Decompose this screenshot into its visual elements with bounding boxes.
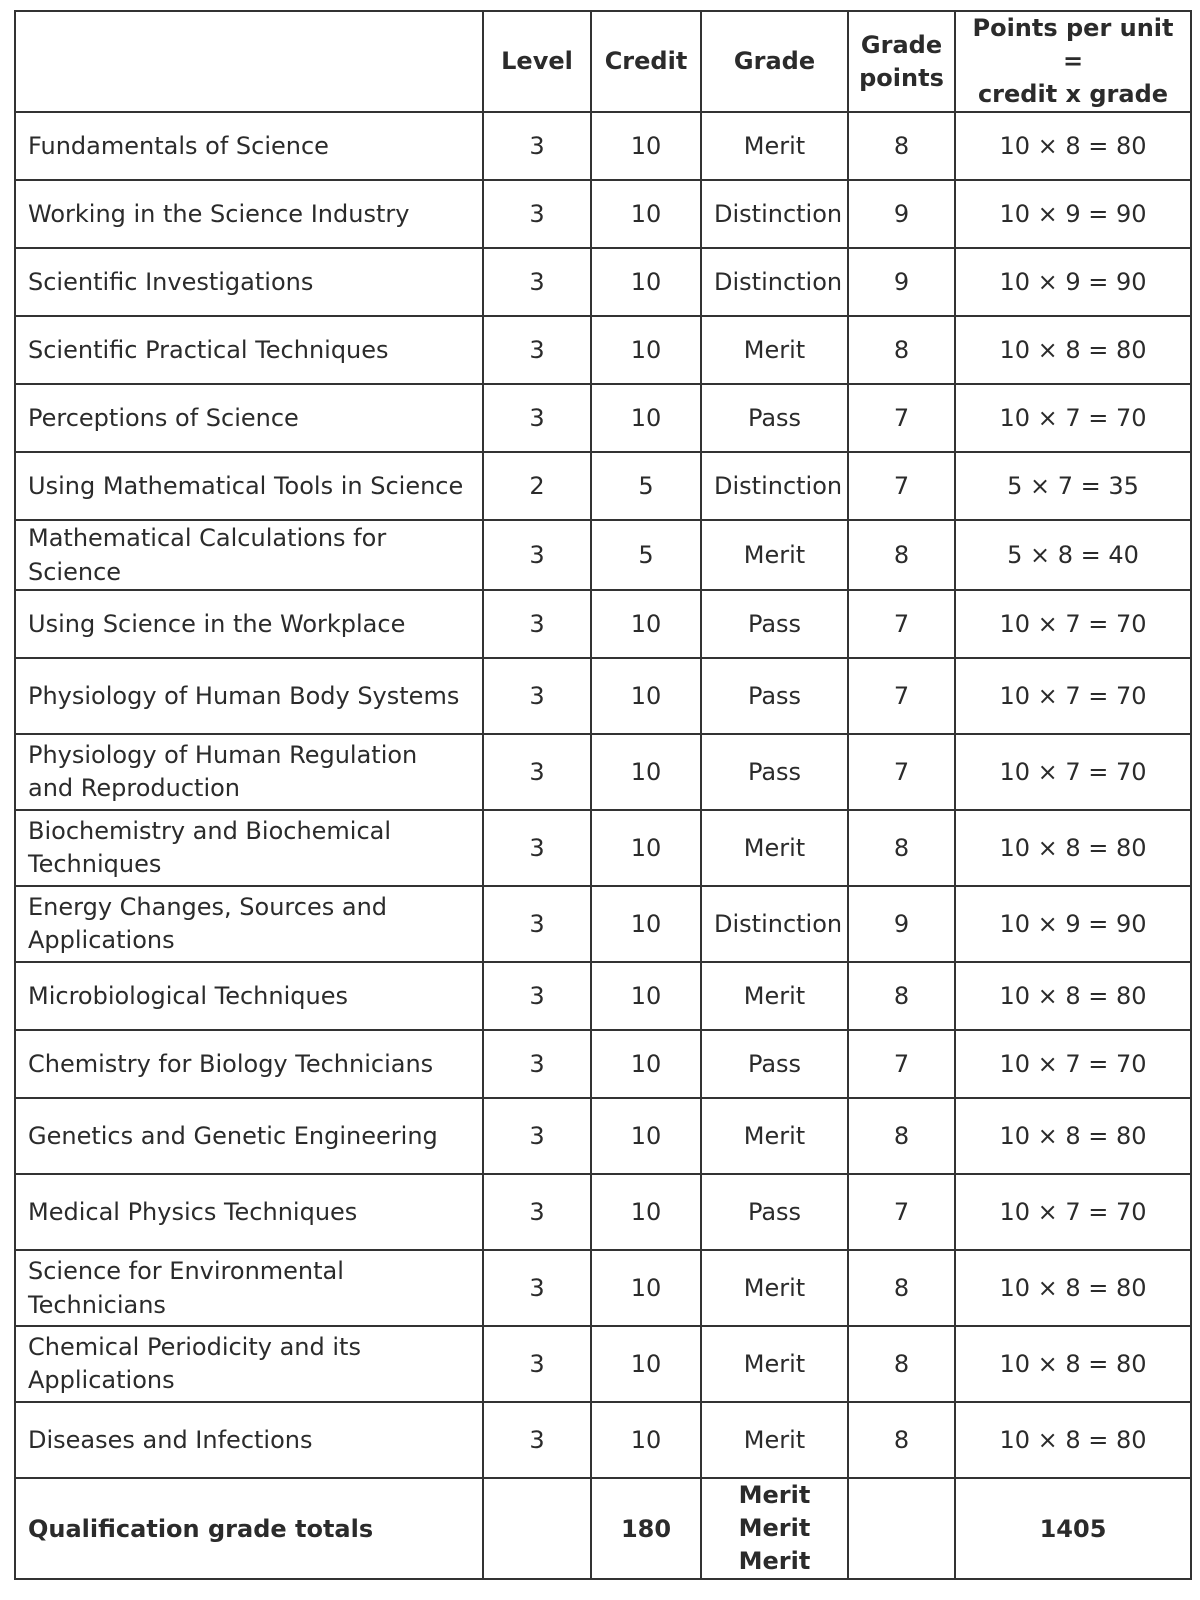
header-unit	[15, 11, 483, 112]
unit-level: 3	[483, 384, 591, 452]
unit-credit: 10	[591, 1030, 701, 1098]
unit-name: Scientific Practical Techniques	[15, 316, 483, 384]
unit-name: Science for Environmental Technicians	[15, 1250, 483, 1326]
unit-points: 10 × 7 = 70	[955, 384, 1191, 452]
unit-grade-points: 8	[848, 1402, 955, 1478]
unit-name: Using Mathematical Tools in Science	[15, 452, 483, 520]
unit-name: Chemistry for Biology Technicians	[15, 1030, 483, 1098]
unit-name: Working in the Science Industry	[15, 180, 483, 248]
unit-level: 3	[483, 1098, 591, 1174]
unit-grade-points: 7	[848, 1174, 955, 1250]
header-grade-points	[848, 11, 955, 112]
unit-credit: 10	[591, 248, 701, 316]
unit-grade-points: 7	[848, 452, 955, 520]
unit-credit: 10	[591, 886, 701, 962]
unit-level: 3	[483, 1174, 591, 1250]
table-row	[15, 962, 1191, 1030]
grade-table	[14, 10, 1192, 1580]
unit-points: 10 × 8 = 80	[955, 1098, 1191, 1174]
unit-name: Genetics and Genetic Engineering	[15, 1098, 483, 1174]
unit-name: Fundamentals of Science	[15, 112, 483, 180]
header-grade: Grade	[701, 11, 848, 112]
unit-level: 3	[483, 248, 591, 316]
unit-points: 10 × 8 = 80	[955, 112, 1191, 180]
unit-level: 3	[483, 1030, 591, 1098]
unit-credit: 10	[591, 590, 701, 658]
unit-grade: Pass	[701, 658, 848, 734]
table-row	[15, 248, 1191, 316]
table-row	[15, 658, 1191, 734]
totals-label: Qualification grade totals	[15, 1478, 483, 1579]
unit-points: 10 × 8 = 80	[955, 1250, 1191, 1326]
unit-credit: 10	[591, 810, 701, 886]
unit-grade-points: 7	[848, 384, 955, 452]
unit-level: 3	[483, 1250, 591, 1326]
unit-name: Mathematical Calculations for Science	[15, 520, 483, 590]
unit-grade-points: 7	[848, 1030, 955, 1098]
table-row	[15, 1326, 1191, 1402]
unit-credit: 10	[591, 962, 701, 1030]
unit-level: 3	[483, 112, 591, 180]
header-level: Level	[483, 11, 591, 112]
totals-grade-line: Merit	[738, 1547, 811, 1575]
unit-grade-points: 8	[848, 962, 955, 1030]
unit-credit: 10	[591, 112, 701, 180]
unit-name: Biochemistry and Biochemical Techniques	[15, 810, 483, 886]
header-grade-points-line2: points	[859, 63, 944, 92]
unit-grade-points: 8	[848, 1250, 955, 1326]
unit-grade-points: 7	[848, 734, 955, 810]
unit-grade-points: 9	[848, 886, 955, 962]
table-row	[15, 1098, 1191, 1174]
table-row	[15, 384, 1191, 452]
table-row	[15, 1174, 1191, 1250]
table-row	[15, 1250, 1191, 1326]
unit-grade: Merit	[701, 112, 848, 180]
unit-points: 5 × 7 = 35	[955, 452, 1191, 520]
unit-name: Physiology of Human Body Systems	[15, 658, 483, 734]
unit-grade: Distinction	[701, 886, 848, 962]
table-row	[15, 112, 1191, 180]
table-row	[15, 452, 1191, 520]
table-row	[15, 180, 1191, 248]
totals-grade	[701, 1478, 848, 1579]
table-row	[15, 810, 1191, 886]
unit-name: Scientific Investigations	[15, 248, 483, 316]
unit-level: 3	[483, 962, 591, 1030]
unit-grade: Merit	[701, 962, 848, 1030]
unit-grade-points: 8	[848, 1326, 955, 1402]
unit-name: Medical Physics Techniques	[15, 1174, 483, 1250]
table-row	[15, 1402, 1191, 1478]
unit-grade: Merit	[701, 1098, 848, 1174]
unit-credit: 10	[591, 1402, 701, 1478]
unit-name: Microbiological Techniques	[15, 962, 483, 1030]
unit-points: 10 × 7 = 70	[955, 658, 1191, 734]
unit-points: 10 × 8 = 80	[955, 1402, 1191, 1478]
unit-grade-points: 8	[848, 520, 955, 590]
unit-grade-points: 8	[848, 316, 955, 384]
unit-credit: 10	[591, 180, 701, 248]
unit-points: 10 × 9 = 90	[955, 886, 1191, 962]
header-points-line1: Points per unit =	[972, 14, 1174, 75]
unit-points: 10 × 8 = 80	[955, 316, 1191, 384]
header-row	[15, 11, 1191, 112]
unit-grade-points: 8	[848, 810, 955, 886]
unit-level: 3	[483, 1402, 591, 1478]
unit-credit: 5	[591, 520, 701, 590]
unit-points: 10 × 7 = 70	[955, 734, 1191, 810]
unit-credit: 5	[591, 452, 701, 520]
totals-points: 1405	[955, 1478, 1191, 1579]
unit-credit: 10	[591, 658, 701, 734]
unit-grade: Merit	[701, 810, 848, 886]
table-row	[15, 886, 1191, 962]
unit-points: 10 × 7 = 70	[955, 590, 1191, 658]
unit-grade-points: 8	[848, 112, 955, 180]
header-credit: Credit	[591, 11, 701, 112]
unit-level: 3	[483, 810, 591, 886]
unit-name: Using Science in the Workplace	[15, 590, 483, 658]
table-row	[15, 734, 1191, 810]
unit-name: Chemical Periodicity and its Applications	[15, 1326, 483, 1402]
unit-name: Physiology of Human Regulation and Reproduction	[15, 734, 483, 810]
unit-credit: 10	[591, 1326, 701, 1402]
totals-grade-line: Merit	[738, 1481, 811, 1509]
unit-points: 10 × 9 = 90	[955, 248, 1191, 316]
unit-grade-points: 8	[848, 1098, 955, 1174]
unit-points: 10 × 9 = 90	[955, 180, 1191, 248]
unit-grade: Pass	[701, 590, 848, 658]
unit-grade: Pass	[701, 1174, 848, 1250]
totals-credit: 180	[591, 1478, 701, 1579]
unit-grade: Distinction	[701, 180, 848, 248]
unit-grade-points: 7	[848, 658, 955, 734]
unit-level: 3	[483, 316, 591, 384]
header-points-line2: credit x grade	[977, 80, 1169, 108]
unit-grade: Merit	[701, 1250, 848, 1326]
totals-row	[15, 1478, 1191, 1579]
unit-points: 10 × 7 = 70	[955, 1174, 1191, 1250]
unit-level: 3	[483, 520, 591, 590]
totals-grade-line: Merit	[738, 1514, 811, 1542]
unit-points: 10 × 7 = 70	[955, 1030, 1191, 1098]
unit-level: 3	[483, 886, 591, 962]
unit-name: Perceptions of Science	[15, 384, 483, 452]
unit-level: 3	[483, 734, 591, 810]
unit-grade-points: 9	[848, 248, 955, 316]
unit-credit: 10	[591, 1098, 701, 1174]
unit-points: 10 × 8 = 80	[955, 1326, 1191, 1402]
table-row	[15, 520, 1191, 590]
unit-grade-points: 7	[848, 590, 955, 658]
unit-credit: 10	[591, 316, 701, 384]
unit-grade: Merit	[701, 1326, 848, 1402]
header-grade-points-line1: Grade	[860, 30, 943, 59]
unit-level: 3	[483, 180, 591, 248]
unit-points: 10 × 8 = 80	[955, 810, 1191, 886]
unit-level: 3	[483, 590, 591, 658]
totals-level	[483, 1478, 591, 1579]
unit-name: Energy Changes, Sources and Applications	[15, 886, 483, 962]
table-row	[15, 316, 1191, 384]
unit-grade: Distinction	[701, 248, 848, 316]
unit-grade: Merit	[701, 316, 848, 384]
totals-grade-points	[848, 1478, 955, 1579]
unit-grade: Merit	[701, 1402, 848, 1478]
unit-grade: Pass	[701, 384, 848, 452]
unit-points: 5 × 8 = 40	[955, 520, 1191, 590]
unit-grade: Pass	[701, 734, 848, 810]
unit-grade: Pass	[701, 1030, 848, 1098]
unit-points: 10 × 8 = 80	[955, 962, 1191, 1030]
unit-level: 3	[483, 658, 591, 734]
unit-grade: Merit	[701, 520, 848, 590]
table-row	[15, 1030, 1191, 1098]
unit-level: 3	[483, 1326, 591, 1402]
unit-name: Diseases and Infections	[15, 1402, 483, 1478]
table-row	[15, 590, 1191, 658]
unit-credit: 10	[591, 734, 701, 810]
unit-grade: Distinction	[701, 452, 848, 520]
unit-credit: 10	[591, 1250, 701, 1326]
unit-level: 2	[483, 452, 591, 520]
header-points-per-unit	[955, 11, 1191, 112]
unit-credit: 10	[591, 1174, 701, 1250]
unit-credit: 10	[591, 384, 701, 452]
unit-grade-points: 9	[848, 180, 955, 248]
